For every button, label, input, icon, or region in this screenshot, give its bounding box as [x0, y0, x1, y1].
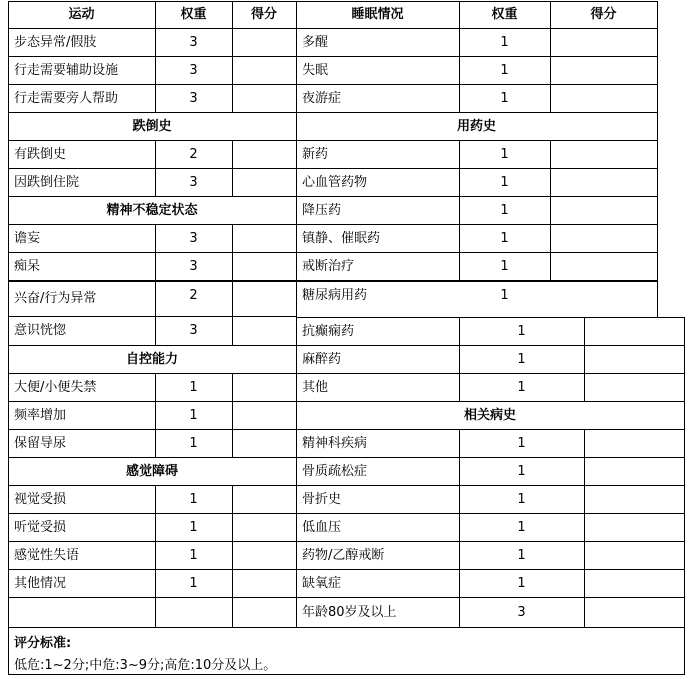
- row-label: 麻醉药: [302, 351, 342, 367]
- row-weight: 1: [500, 230, 509, 246]
- section-fall-history: 跌倒史: [132, 118, 172, 134]
- row-weight: 1: [517, 575, 526, 591]
- row-label: 抗癫痫药: [302, 323, 355, 339]
- row-label: 新药: [302, 146, 329, 162]
- row-label: 镇静、催眠药: [302, 230, 381, 246]
- header-score-right: 得分: [590, 7, 617, 22]
- row-weight: 3: [189, 34, 198, 50]
- row-label: 多醒: [302, 34, 329, 50]
- row-weight: 1: [517, 547, 526, 563]
- row-label: 听觉受损: [14, 519, 67, 535]
- row-weight: 1: [189, 379, 198, 395]
- row-weight: 1: [500, 287, 509, 303]
- row-weight: 3: [189, 62, 198, 78]
- row-weight: 1: [517, 323, 526, 339]
- criteria-title: 评分标准:: [14, 636, 72, 651]
- row-weight: 1: [500, 258, 509, 274]
- section-self-control: 自控能力: [125, 351, 178, 367]
- row-weight: 1: [189, 547, 198, 563]
- row-weight: 1: [517, 351, 526, 367]
- row-weight: 2: [189, 146, 198, 162]
- row-label: 步态异常/假肢: [14, 34, 97, 50]
- row-weight: 1: [500, 90, 509, 106]
- row-label: 感觉性失语: [14, 547, 80, 563]
- row-weight: 1: [189, 491, 198, 507]
- row-label: 精神科疾病: [302, 435, 368, 451]
- row-label: 其他情况: [14, 575, 67, 591]
- row-label: 行走需要旁人帮助: [14, 90, 119, 106]
- row-label: 因跌倒住院: [14, 174, 80, 190]
- section-medication-history: 用药史: [456, 118, 496, 134]
- row-label: 低血压: [302, 519, 342, 535]
- row-label: 糖尿病用药: [302, 287, 368, 303]
- row-weight: 1: [500, 62, 509, 78]
- row-weight: 3: [189, 230, 198, 246]
- row-weight: 1: [517, 519, 526, 535]
- section-sensory: 感觉障碍: [125, 463, 178, 479]
- header-weight-right: 权重: [491, 7, 518, 22]
- row-label: 年龄80岁及以上: [302, 604, 397, 620]
- row-label: 有跌倒史: [14, 146, 67, 162]
- section-related-history: 相关病史: [463, 407, 516, 423]
- row-weight: 3: [189, 90, 198, 106]
- row-label: 骨质疏松症: [302, 463, 368, 479]
- row-weight: 1: [500, 146, 509, 162]
- row-weight: 1: [189, 407, 198, 423]
- header-motion: 运动: [68, 7, 95, 22]
- criteria-text: 低危:1~2分;中危:3~9分;高危:10分及以上。: [14, 658, 277, 673]
- row-weight: 3: [517, 604, 526, 620]
- row-weight: 3: [189, 258, 198, 274]
- row-label: 视觉受损: [14, 491, 67, 507]
- row-label: 药物/乙醇戒断: [302, 547, 385, 563]
- row-label: 夜游症: [302, 90, 342, 106]
- row-label: 痴呆: [14, 258, 41, 274]
- header-weight-left: 权重: [180, 7, 207, 22]
- row-label: 兴奋/行为异常: [14, 291, 97, 306]
- row-label: 保留导尿: [14, 435, 67, 451]
- row-weight: 1: [517, 491, 526, 507]
- row-label: 缺氧症: [302, 575, 342, 591]
- section-mental-state: 精神不稳定状态: [106, 202, 198, 218]
- row-label: 谵妄: [14, 230, 41, 246]
- row-label: 频率增加: [14, 407, 67, 423]
- row-weight: 1: [189, 519, 198, 535]
- row-weight: 1: [517, 435, 526, 451]
- row-label: 失眠: [302, 62, 329, 78]
- row-weight: 1: [517, 379, 526, 395]
- row-label: 心血管药物: [302, 174, 368, 190]
- row-label: 骨折史: [302, 491, 342, 507]
- row-weight: 1: [500, 174, 509, 190]
- header-score-left: 得分: [250, 7, 277, 22]
- row-weight: 3: [189, 174, 198, 190]
- row-weight: 1: [517, 463, 526, 479]
- row-label: 降压药: [302, 202, 342, 218]
- row-weight: 1: [189, 575, 198, 591]
- row-label: 戒断治疗: [302, 258, 355, 274]
- row-label: 意识恍惚: [14, 323, 67, 338]
- row-weight: 1: [189, 435, 198, 451]
- row-label: 行走需要辅助设施: [14, 62, 119, 78]
- row-weight: 1: [500, 202, 509, 218]
- row-label: 大便/小便失禁: [14, 379, 97, 395]
- row-label: 其他: [302, 379, 329, 395]
- header-sleep: 睡眠情况: [351, 7, 404, 22]
- row-weight: 1: [500, 34, 509, 50]
- row-weight: 3: [189, 323, 198, 338]
- row-weight: 2: [189, 287, 198, 303]
